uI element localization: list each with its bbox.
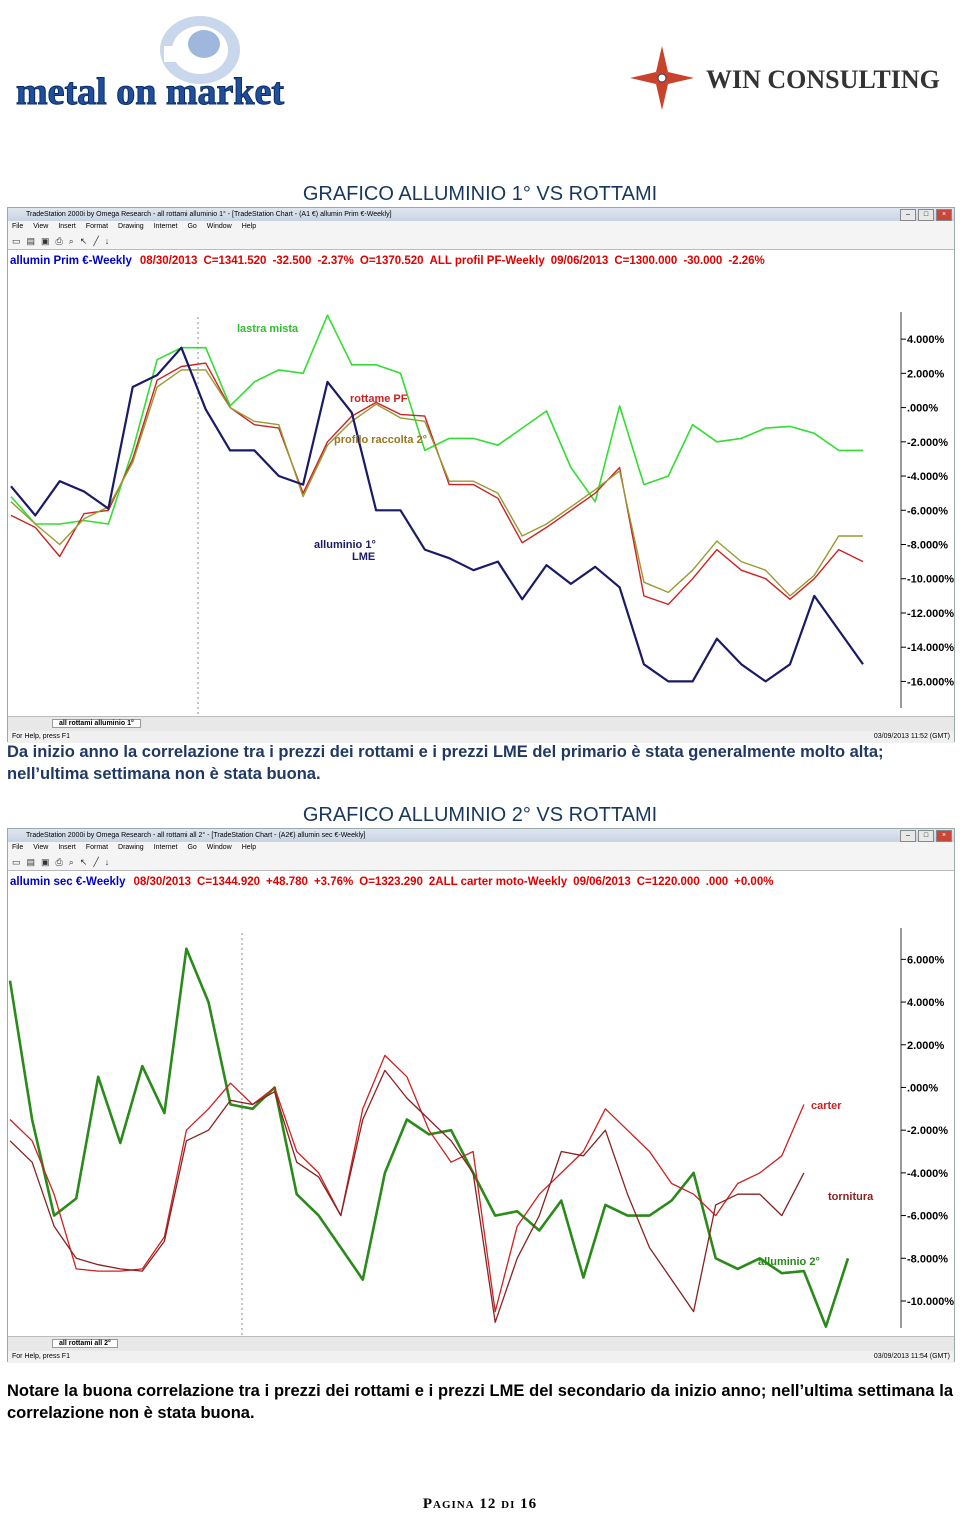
y-tick-label: .000% [907,1082,939,1095]
chart1-toolbar [8,233,954,250]
menu-item-format[interactable]: Format [85,844,109,851]
menu-item-view[interactable]: View [33,844,49,851]
arrow-icon[interactable]: ↓ [104,857,110,867]
trendline-icon[interactable]: ╱ [93,856,99,867]
zoom-icon[interactable]: ⌕ [68,235,74,246]
y-tick-label: -6.000% [907,505,948,518]
y-tick-label: -10.000% [907,1295,954,1308]
menu-item-go[interactable]: Go [187,844,197,851]
menu-item-help[interactable]: Help [241,844,257,851]
series-label: alluminio 1° [314,539,376,551]
chart2-menubar [8,842,954,854]
new-icon[interactable]: ▭ [12,235,21,246]
save-icon[interactable]: ▣ [41,856,50,867]
status-help: For Help, press F1 [12,733,70,740]
y-tick-label: 2.000% [907,368,945,381]
status-help: For Help, press F1 [12,1353,70,1360]
menu-item-drawing[interactable]: Drawing [118,844,144,851]
paragraph-2: Notare la buona correlazione tra i prezzi dei rottami e i prezzi LME del secondario da inizio anno; nell’ultima settimana la correlazione non è stata buona. [7,1382,953,1422]
chart2-titlebar [8,829,954,842]
info-item: -32.500 [272,255,312,267]
y-tick-label: -10.000% [907,573,954,586]
chart2-heading: GRAFICO ALLUMINIO 2° VS ROTTAMI [302,804,658,826]
info-item: 09/06/2013 [573,876,631,888]
info-item: allumin sec €-Weekly [10,876,126,888]
close-icon[interactable]: × [936,830,952,842]
info-item: 09/06/2013 [550,255,609,267]
print-icon[interactable]: ⎙ [55,856,63,867]
menu-item-internet[interactable]: Internet [153,844,178,851]
y-tick-label: 2.000% [907,1039,945,1052]
series-label: carter [811,1100,842,1112]
page-footer: Pagina 12 di 16 [422,1496,538,1512]
info-item: C=1341.520 [203,255,267,267]
y-tick-label: 4.000% [907,334,945,347]
maximize-icon[interactable]: □ [918,209,934,221]
info-item: 08/30/2013 [133,876,192,888]
logo-text: metal on market [16,71,285,113]
arrow-icon[interactable]: ↓ [104,236,110,246]
info-line [10,255,765,267]
open-icon[interactable]: ▤ [26,856,36,867]
info-item: 08/30/2013 [139,255,198,267]
y-tick-label: 4.000% [907,997,945,1010]
chart2-statusbar [8,1351,954,1363]
series-line [11,315,863,524]
y-tick-label: -2.000% [907,1125,948,1138]
info-item: O=1323.290 [359,876,423,888]
chart1-tabbar [8,716,954,731]
chart2-tabbar [8,1336,954,1351]
info-item: .000 [705,876,729,888]
chart1-tab[interactable]: all rottami alluminio 1° [52,719,141,728]
info-item: -2.26% [728,255,765,267]
info-item: 2ALL carter moto-Weekly [428,876,568,888]
chart1-menubar [8,221,954,233]
y-tick-label: -14.000% [907,642,954,655]
zoom-icon[interactable]: ⌕ [68,856,74,867]
y-tick-label: -6.000% [907,1210,948,1223]
print-icon[interactable]: ⎙ [55,235,63,246]
y-tick-label: -4.000% [907,1167,948,1180]
maximize-icon[interactable]: □ [918,830,934,842]
y-tick-label: -2.000% [907,436,948,449]
y-tick-label: .000% [907,402,939,415]
status-time: 03/09/2013 11:54 (GMT) [873,1353,950,1360]
series-label: lastra mista [237,323,299,335]
y-tick-label: -8.000% [907,1253,948,1266]
y-tick-label: 6.000% [907,954,945,967]
info-item: +48.780 [266,876,308,888]
cursor-icon[interactable]: ↖ [79,856,88,867]
minimize-icon[interactable]: – [900,209,916,221]
status-time: 03/09/2013 11:52 (GMT) [873,733,950,740]
chart1-window [7,207,955,742]
menu-item-view[interactable]: View [33,223,49,230]
menu-item-file[interactable]: File [12,223,24,230]
win-consulting-text: WIN CONSULTING [706,65,940,94]
series-label: profilo raccolta 2° [334,434,428,446]
series-line [11,348,863,682]
info-item: O=1370.520 [359,255,424,267]
chart2-plot [8,871,954,1336]
window-title: TradeStation 2000i by Omega Research - all rottami alluminio 1° - [TradeStation Chart - (A1 €) allumin Prim €-Weekly] [26,211,392,218]
menu-item-internet[interactable]: Internet [153,223,178,230]
save-icon[interactable]: ▣ [41,235,50,246]
menu-item-file[interactable]: File [12,844,24,851]
chart1-plot [8,250,954,716]
series-label: alluminio 2° [758,1256,820,1268]
menu-item-drawing[interactable]: Drawing [118,223,144,230]
info-item: +3.76% [313,876,354,888]
y-tick-label: -4.000% [907,471,948,484]
info-item: -2.37% [317,255,354,267]
window-title: TradeStation 2000i by Omega Research - all rottami all 2° - [TradeStation Chart - (A2€) allumin sec €-Weekly] [26,832,366,839]
menu-item-help[interactable]: Help [241,223,257,230]
close-icon[interactable]: × [936,209,952,221]
chart2-toolbar [8,854,954,871]
metal-on-market-logo [14,8,374,118]
info-item: allumin Prim €-Weekly [10,255,132,267]
menu-item-insert[interactable]: Insert [58,844,76,851]
info-item: -30.000 [683,255,723,267]
y-tick-label: -16.000% [907,676,954,689]
win-consulting-logo [628,44,948,114]
y-tick-label: -8.000% [907,539,948,552]
info-item: C=1344.920 [197,876,261,888]
info-item: C=1300.000 [614,255,678,267]
chart2-window [7,828,955,1362]
chart1-titlebar [8,208,954,221]
series-line [11,363,863,604]
chart1-heading: GRAFICO ALLUMINIO 1° VS ROTTAMI [302,183,658,205]
info-item: ALL profil PF-Weekly [429,255,545,267]
info-item: +0.00% [734,876,774,888]
series-line [11,370,863,596]
series-label: LME [352,551,376,563]
cursor-icon[interactable]: ↖ [79,235,88,246]
minimize-icon[interactable]: – [900,830,916,842]
menu-item-go[interactable]: Go [187,223,197,230]
menu-item-window[interactable]: Window [206,844,232,851]
info-item: C=1220.000 [636,876,700,888]
series-label: rottame PF [350,393,408,405]
info-line [10,876,773,888]
paragraph-1: Da inizio anno la correlazione tra i prezzi dei rottami e i prezzi LME del primario è stata generalmente molto alta; nell’ultima settimana non è stata buona. [7,743,884,783]
menu-item-window[interactable]: Window [206,223,232,230]
trendline-icon[interactable]: ╱ [93,235,99,246]
y-tick-label: -12.000% [907,607,954,620]
new-icon[interactable]: ▭ [12,856,21,867]
series-label: tornitura [828,1191,874,1203]
chart2-tab[interactable]: all rottami all 2° [52,1339,118,1348]
open-icon[interactable]: ▤ [26,235,36,246]
menu-item-insert[interactable]: Insert [58,223,76,230]
menu-item-format[interactable]: Format [85,223,109,230]
